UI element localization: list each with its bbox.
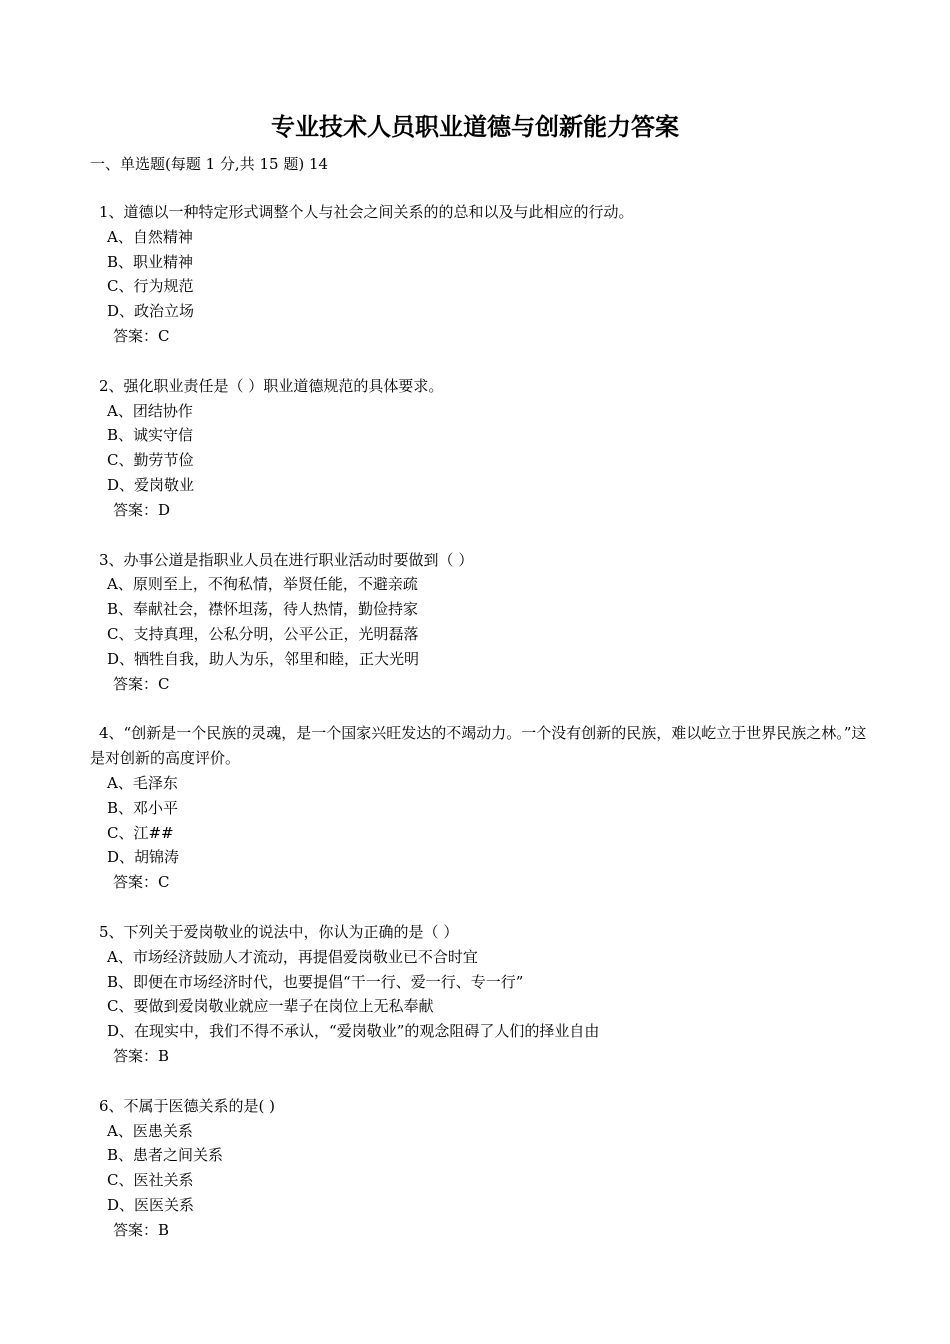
- answer-value: C: [158, 674, 170, 693]
- answer-line: [90, 1218, 870, 1243]
- option-a: A、医患关系: [107, 1121, 193, 1140]
- option-d: D、政治立场: [107, 302, 195, 321]
- option-a: A、自然精神: [107, 227, 193, 246]
- option-b: B、职业精神: [107, 252, 194, 271]
- option-a: A、市场经济鼓励人才流动，再提倡爱岗敬业已不合时宜: [107, 947, 478, 966]
- answer-label: 答案：: [113, 674, 159, 693]
- option-c: C、支持真理，公私分明，公平公正，光明磊落: [107, 624, 419, 643]
- option-d: D、胡锦涛: [107, 848, 180, 867]
- answer-value: C: [158, 873, 170, 892]
- question-item: [90, 374, 870, 523]
- question-item: [90, 200, 870, 349]
- answer-value: C: [158, 326, 170, 345]
- option-c: C、江##: [107, 823, 174, 842]
- question-list: [90, 200, 870, 1267]
- option-b: B、奉献社会，襟怀坦荡，待人热情，勤俭持家: [107, 600, 419, 619]
- question-stem: 6、不属于医德关系的是( ): [99, 1096, 276, 1115]
- answer-line: [90, 1044, 870, 1069]
- option-a: A、原则至上，不徇私情，举贤任能，不避亲疏: [107, 575, 418, 594]
- option-d: D、爱岗敬业: [107, 475, 195, 494]
- answer-line: [90, 870, 870, 895]
- option-c: C、要做到爱岗敬业就应一辈子在岗位上无私奉献: [107, 997, 434, 1016]
- answer-label: 答案：: [113, 326, 159, 345]
- option-d: D、医医关系: [107, 1195, 195, 1214]
- answer-value: D: [158, 500, 171, 519]
- option-c: C、勤劳节俭: [107, 451, 194, 470]
- question-item: [90, 1094, 870, 1243]
- option-b: B、邓小平: [107, 798, 179, 817]
- question-stem: 5、下列关于爱岗敬业的说法中，你认为正确的是（ ）: [99, 922, 459, 941]
- answer-value: B: [158, 1046, 170, 1065]
- answer-line: [90, 324, 870, 349]
- answer-label: 答案：: [113, 1220, 159, 1239]
- answer-label: 答案：: [113, 873, 159, 892]
- answer-line: [90, 672, 870, 697]
- option-b: B、患者之间关系: [107, 1146, 224, 1165]
- option-b: B、诚实守信: [107, 426, 194, 445]
- option-d: D、牺牲自我，助人为乐，邻里和睦，正大光明: [107, 649, 420, 668]
- question-item: [90, 721, 870, 895]
- answer-label: 答案：: [113, 1046, 159, 1065]
- option-a: A、团结协作: [107, 401, 193, 420]
- option-c: C、行为规范: [107, 277, 194, 296]
- section-header: 一、单选题(每题 1 分,共 15 题) 14: [90, 155, 329, 173]
- question-stem: 4、“创新是一个民族的灵魂，是一个国家兴旺发达的不竭动力。一个没有创新的民族，难以屹立于世界民族之林。”这是对创新的高度评价。: [90, 724, 867, 768]
- option-b: B、即便在市场经济时代，也要提倡“干一行、爱一行、专一行”: [107, 972, 524, 991]
- option-a: A、毛泽东: [107, 773, 178, 792]
- answer-label: 答案：: [113, 500, 159, 519]
- answer-value: B: [158, 1220, 170, 1239]
- question-stem: 2、强化职业责任是（ ）职业道德规范的具体要求。: [99, 376, 444, 395]
- option-d: D、在现实中，我们不得不承认，“爱岗敬业”的观念阻碍了人们的择业自由: [107, 1022, 600, 1041]
- answer-line: [90, 498, 870, 523]
- question-item: [90, 548, 870, 697]
- document-title: 专业技术人员职业道德与创新能力答案: [271, 112, 679, 141]
- question-stem: 1、道德以一种特定形式调整个人与社会之间关系的的总和以及与此相应的行动。: [99, 203, 634, 221]
- question-stem: 3、办事公道是指职业人员在进行职业活动时要做到（ ）: [99, 550, 474, 569]
- question-item: [90, 920, 870, 1069]
- option-c: C、医社关系: [107, 1171, 194, 1190]
